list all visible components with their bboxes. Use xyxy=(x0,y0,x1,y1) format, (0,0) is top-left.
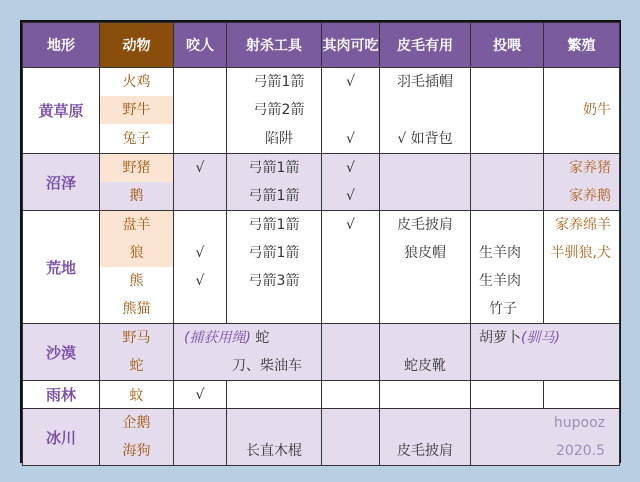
fur-turkey: 羽毛插帽 xyxy=(397,74,453,91)
section-wasteland xyxy=(23,211,620,324)
breed-cell-wasteland xyxy=(544,211,620,324)
section-glacier xyxy=(23,409,620,466)
header-bite: 咬人 xyxy=(174,23,227,68)
tool-cell-desert xyxy=(174,324,322,381)
fur-penguin xyxy=(380,409,470,437)
fur-cell-wasteland xyxy=(380,211,471,324)
fur-panda xyxy=(380,295,470,323)
breed-bison: 奶牛 xyxy=(583,102,611,119)
tool-rainforest xyxy=(227,381,322,409)
edible-cell-grassland xyxy=(322,68,380,154)
animal-cell-glacier xyxy=(100,409,174,466)
animal-bear: 熊 xyxy=(100,267,173,295)
breed-rabbit xyxy=(544,125,619,153)
edible-cell-wasteland xyxy=(322,211,380,324)
bite-goose xyxy=(174,182,226,210)
fur-wolf: 狼皮帽 xyxy=(404,245,446,261)
animal-cell-swamp xyxy=(100,154,174,211)
edible-cell-swamp xyxy=(322,154,380,211)
animal-wild-horse: 野马 xyxy=(122,330,151,346)
section-swamp xyxy=(23,154,620,211)
animal-cell-wasteland xyxy=(100,211,174,324)
terrain-rainforest: 雨林 xyxy=(23,381,100,409)
tool-argali: 弓箭1箭 xyxy=(248,217,300,233)
breed-cell-grassland xyxy=(544,68,620,154)
bite-grassland xyxy=(174,68,227,154)
animal-table-frame xyxy=(20,20,621,463)
terrain-swamp: 沼泽 xyxy=(23,154,100,211)
animal-boar: 野猪 xyxy=(100,154,173,182)
edible-bear xyxy=(322,267,379,295)
animal-seal: 海狗 xyxy=(122,443,151,459)
section-desert xyxy=(23,324,620,381)
fur-wild-horse xyxy=(380,324,470,352)
tool-snake: 刀、柴油车 xyxy=(232,358,302,374)
edible-desert xyxy=(322,324,380,381)
tool-turkey: 弓箭1箭 xyxy=(253,74,305,91)
fur-argali: 皮毛披肩 xyxy=(397,217,453,233)
feed-swamp xyxy=(471,154,544,211)
fur-swamp xyxy=(380,154,471,211)
edible-turkey: √ xyxy=(346,74,355,91)
breed-argali: 家养绵羊 xyxy=(555,217,611,233)
signature-date: 2020.5 xyxy=(556,443,605,459)
header-row xyxy=(23,23,620,68)
bite-glacier xyxy=(174,409,227,466)
animal-turkey: 火鸡 xyxy=(100,68,173,96)
edible-wolf xyxy=(322,239,379,267)
animal-argali: 盘羊 xyxy=(100,211,173,239)
terrain-wasteland: 荒地 xyxy=(23,211,100,324)
tool-goose: 弓箭1箭 xyxy=(248,188,300,204)
tool-penguin xyxy=(227,409,321,437)
bite-argali xyxy=(174,211,226,239)
bite-boar: √ xyxy=(195,160,205,176)
edible-glacier xyxy=(322,409,380,466)
fur-cell-desert xyxy=(380,324,471,381)
header-fur: 皮毛有用 xyxy=(380,23,471,68)
feed-bear: 生羊肉 xyxy=(479,273,521,289)
tool-bison: 弓箭2箭 xyxy=(253,102,305,119)
feed-panda: 竹子 xyxy=(489,301,517,317)
feed-rainforest xyxy=(471,381,544,409)
feed-cell-wasteland xyxy=(471,211,544,324)
fur-cell-glacier xyxy=(380,409,471,466)
breed-panda xyxy=(544,295,619,323)
edible-goose: √ xyxy=(346,188,355,204)
fur-bear xyxy=(380,267,470,295)
breed-boar: 家养猪 xyxy=(569,160,611,176)
header-animal: 动物 xyxy=(100,23,174,68)
feed-argali xyxy=(471,211,543,239)
tool-cell-grassland xyxy=(227,68,322,154)
edible-boar: √ xyxy=(346,160,355,176)
tool-rabbit: 陷阱 xyxy=(265,130,293,147)
tool-wolf: 弓箭1箭 xyxy=(248,245,300,261)
animal-cell-grassland xyxy=(100,68,174,154)
feed-wolf: 生羊肉 xyxy=(479,245,521,261)
edible-panda xyxy=(322,295,379,323)
fur-cell-grassland xyxy=(380,68,471,154)
animal-cell-desert xyxy=(100,324,174,381)
breed-goose: 家养鹅 xyxy=(569,188,611,204)
edible-argali: √ xyxy=(346,217,355,233)
bite-mosquito: √ xyxy=(174,381,227,409)
tool-panda xyxy=(227,295,321,323)
fur-bison xyxy=(380,96,470,124)
terrain-glacier: 冰川 xyxy=(23,409,100,466)
breed-turkey xyxy=(544,68,619,96)
animal-bison: 野牛 xyxy=(100,96,173,124)
tool-cell-wasteland xyxy=(227,211,322,324)
tool-bear: 弓箭3箭 xyxy=(248,273,300,289)
edible-rainforest xyxy=(322,381,380,409)
bite-panda xyxy=(174,295,226,323)
header-breed: 繁殖 xyxy=(544,23,620,68)
fur-seal: 皮毛披肩 xyxy=(397,443,453,459)
terrain-grassland: 黄草原 xyxy=(23,68,100,154)
animal-rabbit: 兔子 xyxy=(100,125,173,153)
fur-rabbit: √ 如背包 xyxy=(397,130,453,147)
feed-note: (驯马) xyxy=(521,330,560,346)
breed-wolf: 半驯狼,犬 xyxy=(550,245,611,261)
tool-cell-swamp xyxy=(227,154,322,211)
animal-wolf: 狼 xyxy=(100,239,173,267)
header-tool: 射杀工具 xyxy=(227,23,322,68)
animal-panda: 熊猫 xyxy=(100,295,173,323)
fur-snake: 蛇皮靴 xyxy=(404,358,446,374)
header-terrain: 地形 xyxy=(23,23,100,68)
terrain-desert: 沙漠 xyxy=(23,324,100,381)
tool-wild-horse: 蛇 xyxy=(255,330,270,346)
animal-penguin: 企鹅 xyxy=(122,415,151,431)
signature-author: hupooz xyxy=(553,415,605,431)
catch-note: (捕获用绳) xyxy=(184,330,251,346)
animal-snake: 蛇 xyxy=(129,358,144,374)
bite-cell-swamp xyxy=(174,154,227,211)
section-rainforest xyxy=(23,381,620,409)
feed-cell-desert xyxy=(471,324,620,381)
breed-cell-swamp xyxy=(544,154,620,211)
breed-rainforest xyxy=(544,381,620,409)
bite-wolf: √ xyxy=(195,245,205,261)
breed-bear xyxy=(544,267,619,295)
feed-grassland xyxy=(471,68,544,154)
bite-bear: √ xyxy=(195,273,205,289)
tool-boar: 弓箭1箭 xyxy=(248,160,300,176)
edible-bison xyxy=(322,96,379,124)
signature-cell xyxy=(471,409,620,466)
bite-cell-wasteland xyxy=(174,211,227,324)
animal-mosquito: 蚊 xyxy=(100,381,174,409)
feed-wild-horse: 胡萝卜 xyxy=(479,330,521,346)
tool-seal: 长直木棍 xyxy=(246,443,302,459)
header-edible: 其肉可吃 xyxy=(322,23,380,68)
animal-table xyxy=(22,22,620,466)
tool-cell-glacier xyxy=(227,409,322,466)
header-feed: 投喂 xyxy=(471,23,544,68)
fur-rainforest xyxy=(380,381,471,409)
section-grassland xyxy=(23,68,620,154)
edible-rabbit: √ xyxy=(346,130,355,147)
animal-goose: 鹅 xyxy=(100,182,173,210)
